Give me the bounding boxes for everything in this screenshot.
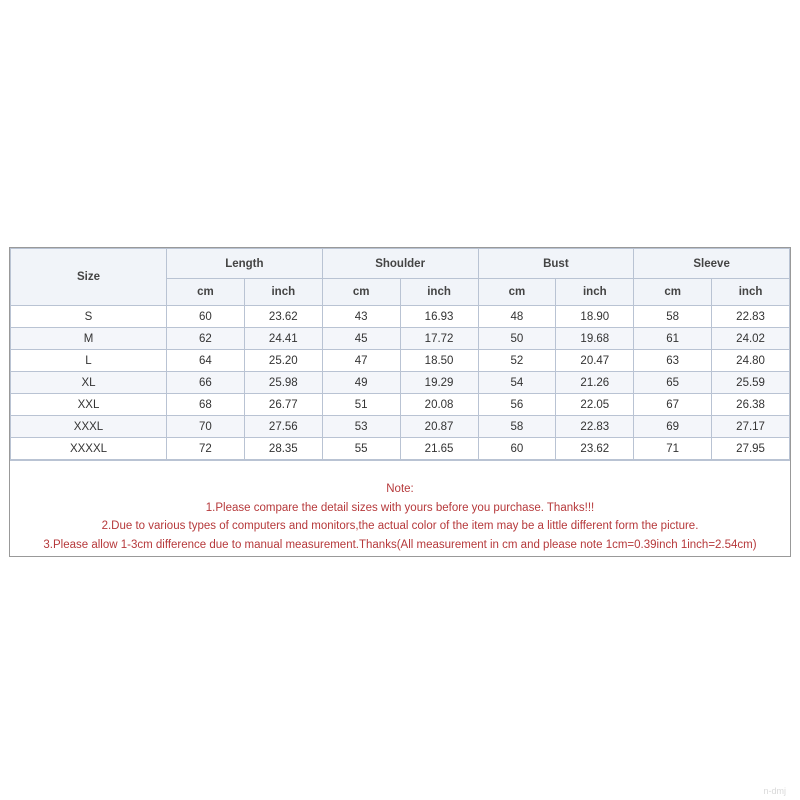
unit-header: cm [634, 279, 712, 306]
table-cell: 25.20 [244, 350, 322, 372]
table-row [11, 438, 790, 460]
table-cell: 61 [634, 328, 712, 350]
table-cell: 19.29 [400, 372, 478, 394]
table-cell: 68 [167, 394, 245, 416]
table-cell: 27.56 [244, 416, 322, 438]
shoulder-header: Shoulder [322, 249, 478, 279]
length-header: Length [167, 249, 323, 279]
table-cell: 58 [478, 416, 556, 438]
watermark: n-dmj [763, 786, 786, 796]
table-cell: 26.77 [244, 394, 322, 416]
table-cell: 56 [478, 394, 556, 416]
unit-header: inch [556, 279, 634, 306]
table-cell: 55 [322, 438, 400, 460]
table-cell: 70 [167, 416, 245, 438]
size-cell: S [11, 306, 167, 328]
table-cell: 51 [322, 394, 400, 416]
note-line: 1.Please compare the detail sizes with yours before you purchase. Thanks!!! [205, 501, 595, 514]
table-cell: 21.65 [400, 438, 478, 460]
table-cell: 45 [322, 328, 400, 350]
table-row [11, 372, 790, 394]
table-cell: 25.59 [712, 372, 790, 394]
table-cell: 28.35 [244, 438, 322, 460]
table-cell: 71 [634, 438, 712, 460]
table-cell: 53 [322, 416, 400, 438]
table-cell: 20.08 [400, 394, 478, 416]
table-cell: 23.62 [244, 306, 322, 328]
table-header-row [11, 249, 790, 279]
size-cell: XXXL [11, 416, 167, 438]
size-chart [9, 247, 791, 557]
table-cell: 60 [167, 306, 245, 328]
table-cell: 23.62 [556, 438, 634, 460]
table-cell: 48 [478, 306, 556, 328]
table-cell: 58 [634, 306, 712, 328]
table-cell: 18.50 [400, 350, 478, 372]
unit-header: inch [244, 279, 322, 306]
table-cell: 25.98 [244, 372, 322, 394]
unit-header: cm [167, 279, 245, 306]
table-cell: 22.83 [556, 416, 634, 438]
table-row [11, 306, 790, 328]
size-table [10, 248, 790, 460]
table-cell: 43 [322, 306, 400, 328]
table-row [11, 328, 790, 350]
table-cell: 18.90 [556, 306, 634, 328]
table-cell: 19.68 [556, 328, 634, 350]
table-cell: 52 [478, 350, 556, 372]
table-cell: 27.95 [712, 438, 790, 460]
note-line: 3.Please allow 1-3cm difference due to manual measurement.Thanks(All measurement in cm and please note 1cm=0.39inch 1inch=2.54cm) [43, 538, 757, 551]
table-cell: 20.47 [556, 350, 634, 372]
size-header: Size [11, 249, 167, 306]
unit-header: inch [712, 279, 790, 306]
table-cell: 24.02 [712, 328, 790, 350]
table-row [11, 394, 790, 416]
unit-header: cm [322, 279, 400, 306]
table-cell: 16.93 [400, 306, 478, 328]
size-cell: XXXXL [11, 438, 167, 460]
size-rows [11, 306, 790, 460]
table-cell: 54 [478, 372, 556, 394]
table-cell: 24.80 [712, 350, 790, 372]
table-cell: 49 [322, 372, 400, 394]
table-cell: 64 [167, 350, 245, 372]
table-cell: 67 [634, 394, 712, 416]
table-cell: 72 [167, 438, 245, 460]
table-cell: 20.87 [400, 416, 478, 438]
table-cell: 62 [167, 328, 245, 350]
notes-section [10, 460, 790, 556]
table-cell: 22.83 [712, 306, 790, 328]
table-cell: 63 [634, 350, 712, 372]
unit-header: cm [478, 279, 556, 306]
size-cell: L [11, 350, 167, 372]
note-line: 2.Due to various types of computers and monitors,the actual color of the item may be a little different form the picture. [101, 520, 699, 532]
table-cell: 65 [634, 372, 712, 394]
table-cell: 27.17 [712, 416, 790, 438]
sleeve-header: Sleeve [634, 249, 790, 279]
size-cell: XXL [11, 394, 167, 416]
table-cell: 22.05 [556, 394, 634, 416]
table-row [11, 350, 790, 372]
table-cell: 21.26 [556, 372, 634, 394]
table-cell: 24.41 [244, 328, 322, 350]
size-cell: XL [11, 372, 167, 394]
table-cell: 50 [478, 328, 556, 350]
table-cell: 47 [322, 350, 400, 372]
table-cell: 60 [478, 438, 556, 460]
unit-header: inch [400, 279, 478, 306]
note-title: Note: [386, 483, 414, 495]
size-cell: M [11, 328, 167, 350]
table-cell: 17.72 [400, 328, 478, 350]
bust-header: Bust [478, 249, 634, 279]
table-cell: 66 [167, 372, 245, 394]
table-row [11, 416, 790, 438]
table-cell: 26.38 [712, 394, 790, 416]
table-cell: 69 [634, 416, 712, 438]
